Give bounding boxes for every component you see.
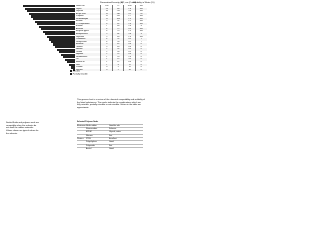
table-cell: 100 xyxy=(105,5,109,7)
table-cell: 0.89 xyxy=(127,5,132,7)
row-label: Oil xyxy=(76,58,79,61)
table-cell: 20 xyxy=(117,55,120,58)
table-cell: 0 xyxy=(140,43,142,46)
table-cell: 20 xyxy=(128,68,131,71)
table-cell: 1 xyxy=(106,61,108,64)
seal-legend-name: Acetal xyxy=(86,147,92,150)
table-cell: 1.4 xyxy=(128,35,132,38)
table-cell: 95 xyxy=(117,20,120,23)
seal-legend-title: Selected Polymer Seals xyxy=(77,121,99,123)
row-label: Ethanol xyxy=(76,20,83,23)
seal-legend-sym xyxy=(77,148,86,150)
table-cell: 0.3 xyxy=(128,27,132,30)
table-cell: 5.4 xyxy=(128,10,132,13)
table-cell: 0.5 xyxy=(128,50,132,53)
seal-legend-desc: Fair xyxy=(109,144,113,147)
seal-legend-name: Polyamide xyxy=(86,144,95,147)
row-label: Toluene xyxy=(76,45,83,48)
seal-legend-row xyxy=(77,144,143,150)
column-header-viscosity: Viscosity (A) xyxy=(111,2,124,4)
table-cell: 5 xyxy=(117,66,119,69)
seal-legend-desc: Fair xyxy=(109,134,113,137)
table-cell: 100 xyxy=(139,10,143,13)
table-cell: 2 xyxy=(106,53,108,56)
table-cell: 0 xyxy=(140,58,142,61)
table-cell: 1 xyxy=(140,38,142,41)
table-cell: 3 xyxy=(106,45,108,48)
table-cell: 55 xyxy=(117,38,120,41)
table-cell: 1 xyxy=(106,63,108,66)
row-label: Ethylene glycol xyxy=(76,30,89,33)
table-cell: 0.6 xyxy=(128,43,132,46)
filled-square-icon xyxy=(70,70,72,72)
row-label: Glycerol xyxy=(76,10,83,13)
table-cell: 2.0 xyxy=(128,22,132,25)
row-label: Butanol xyxy=(76,25,83,28)
table-cell: 80 xyxy=(117,25,120,28)
row-label: Formaldehyde xyxy=(76,17,89,20)
table-cell: 80 xyxy=(117,7,120,10)
table-cell: 8 xyxy=(140,25,142,28)
row-label: Silicone xyxy=(76,68,83,71)
table-cell: 5 xyxy=(106,33,108,36)
table-cell: 50 xyxy=(117,40,120,43)
seal-legend-sym: Elastomer xyxy=(77,124,86,127)
seal-legend-sym xyxy=(77,135,86,137)
row-label: Propanol xyxy=(76,15,84,18)
row-label: Benzylalcohol xyxy=(76,33,88,36)
table-cell: 108 xyxy=(116,17,120,20)
row-label: Nitrobenzene xyxy=(76,55,88,58)
row-label: Heptane xyxy=(76,53,84,56)
table-cell: 30 xyxy=(117,50,120,53)
table-cell: 1.7 xyxy=(128,15,132,18)
seal-legend-desc: Excellent xyxy=(109,138,117,141)
description-paragraph: This grease chart is a review of the chemical compatibility and solubility of the listed substances. The marks indicate the combinations which are fully miscible, partially miscible or not miscible. Values in the table are approximate. xyxy=(77,99,145,109)
table-cell: 0 xyxy=(140,55,142,58)
table-cell: 8.0 xyxy=(128,61,132,64)
seal-legend-name: Fluorocarbon xyxy=(86,128,98,131)
table-cell: 0 xyxy=(140,50,142,53)
table-cell: 170 xyxy=(116,10,120,13)
table-cell: 12 xyxy=(105,15,108,18)
page xyxy=(0,0,155,198)
table-cell: 7 xyxy=(106,25,108,28)
table-cell: 5 xyxy=(106,35,108,38)
row-label: Acrylic acid xyxy=(76,12,86,15)
row-label: Chloroform xyxy=(76,38,86,41)
table-cell: 5.8 xyxy=(128,33,132,36)
table-cell: 4 xyxy=(106,40,108,43)
table-cell: 100 xyxy=(139,7,143,10)
table-cell: 140 xyxy=(116,12,120,15)
table-cell: 9.2 xyxy=(128,12,132,15)
seal-legend-desc: Solvents xyxy=(109,128,117,131)
row-label: Wax xyxy=(76,63,80,66)
seal-legend-row xyxy=(77,140,143,143)
table-cell: 18 xyxy=(105,10,108,13)
table-cell: 70 xyxy=(117,30,120,33)
table-cell: 0 xyxy=(140,61,142,64)
table-cell: 2 xyxy=(106,48,108,51)
table-cell: 0 xyxy=(140,53,142,56)
table-cell: 1 xyxy=(106,55,108,58)
table-cell: 7 xyxy=(140,40,142,43)
table-cell: 40 xyxy=(117,45,120,48)
table-cell: 2.0 xyxy=(128,55,132,58)
legend-item-partial xyxy=(70,70,88,76)
row-label: Paraffin xyxy=(76,66,83,69)
table-cell: 100 xyxy=(139,15,143,18)
seal-legend-desc: Good for oils xyxy=(109,124,120,127)
table-cell: 2.4 xyxy=(128,25,132,28)
row-label: Glycerine xyxy=(76,35,84,38)
table-cell: 72 xyxy=(117,5,120,7)
table-cell: 12 xyxy=(128,63,131,66)
seal-legend-name: PTFE xyxy=(86,138,91,141)
table-cell: 6 xyxy=(106,30,108,33)
table-cell: 2 xyxy=(117,68,119,71)
seal-legend-desc: Glycols, water xyxy=(109,131,121,134)
table-cell: 0.6 xyxy=(128,45,132,48)
seal-legend-desc: Good xyxy=(109,147,114,150)
seal-legend-name: Polyethylene xyxy=(86,141,97,144)
seal-legend-sym xyxy=(77,141,86,143)
table-cell: 100 xyxy=(139,17,143,20)
table-cell: 3.5 xyxy=(128,58,132,61)
table-cell: 4 xyxy=(106,38,108,41)
table-cell: 64 xyxy=(117,33,120,36)
row-label: 1,2 Propanediol xyxy=(76,22,90,25)
table-cell: 15 xyxy=(117,58,120,61)
row-label: Benzene xyxy=(76,43,84,46)
seal-legend-sym xyxy=(77,131,86,133)
column-header-permeation: Permeation xyxy=(100,2,112,4)
table-cell: 0 xyxy=(140,48,142,51)
table-cell: 11 xyxy=(105,17,108,20)
table-cell: 0 xyxy=(140,66,142,69)
row-label: Octane xyxy=(76,50,83,53)
table-cell: 9 xyxy=(106,20,108,23)
table-cell: 60 xyxy=(117,35,120,38)
table-cell: 0.4 xyxy=(128,53,132,56)
row-label: Hexane xyxy=(76,48,83,51)
row-label: Acetone xyxy=(76,27,83,30)
table-cell: 8 xyxy=(106,22,108,25)
table-cell: 8 xyxy=(117,63,119,66)
table-cell: 25 xyxy=(117,53,120,56)
seal-legend-row xyxy=(77,134,143,141)
seal-legend-table xyxy=(77,121,143,150)
row-label: Glycol xyxy=(76,7,82,10)
table-cell: 120 xyxy=(116,15,120,18)
seal-legend-name: Nitrile rubber xyxy=(86,124,97,127)
table-cell: 4 xyxy=(140,33,142,36)
legend-label: Miscible xyxy=(72,70,80,73)
table-cell: 0 xyxy=(140,63,142,66)
table-cell: 45 xyxy=(117,43,120,46)
seal-legend-row xyxy=(77,124,143,127)
seal-legend-rows xyxy=(77,124,143,150)
table-cell: 100 xyxy=(139,27,143,30)
table-cell: 23 xyxy=(105,7,108,10)
table-cell: 2 xyxy=(106,50,108,53)
row-label: Water Ref xyxy=(76,5,85,7)
table-cell: 6 xyxy=(106,27,108,30)
seal-legend-row xyxy=(77,134,143,137)
seal-legend-name: EPDM xyxy=(86,131,92,134)
table-cell: 75 xyxy=(117,27,120,30)
column-header-solubility: Solubility in Water (%) xyxy=(133,2,155,4)
seal-legend-row xyxy=(77,144,143,147)
table-cell: 3 xyxy=(106,43,108,46)
seal-legend-row xyxy=(77,130,143,133)
table-cell: 35 xyxy=(117,48,120,51)
table-cell: 15 xyxy=(105,12,108,15)
table-cell: 0 xyxy=(106,68,108,71)
table-cell: 12 xyxy=(117,61,120,64)
table-cell: 1 xyxy=(106,58,108,61)
table-cell: 85 xyxy=(117,22,120,25)
table-cell: 100 xyxy=(139,22,143,25)
seal-legend-name: Silicone xyxy=(86,134,93,137)
seal-legend-desc: Good xyxy=(109,141,114,144)
table-cell: 100 xyxy=(139,20,143,23)
table-cell: 1.3 xyxy=(128,17,132,20)
table-cell: 0 xyxy=(106,66,108,69)
table-cell: 1.8 xyxy=(128,7,132,10)
seal-legend-sym xyxy=(77,145,86,147)
matrix-legend xyxy=(70,70,88,76)
table-cell: 100 xyxy=(139,30,143,33)
table-cell: 1.9 xyxy=(128,30,132,33)
table-cell: 0.2 xyxy=(128,40,132,43)
table-cell: 15 xyxy=(128,66,131,69)
table-cell: 100 xyxy=(139,35,143,38)
note-paragraph: Sealed fluids and polymer seals are compatible when the solvents do not swell the rubber materials. xyxy=(6,122,39,130)
table-cell: 0.5 xyxy=(128,38,132,41)
seal-legend-sym xyxy=(77,128,86,130)
table-cell: 0 xyxy=(140,45,142,48)
table-cell: 100 xyxy=(139,5,143,7)
table-cell: 1.1 xyxy=(128,20,132,23)
table-cell: 0.3 xyxy=(128,48,132,51)
table-cell: 50 xyxy=(140,12,143,15)
legend-label: Partially miscible xyxy=(72,73,88,76)
empty-square-icon xyxy=(70,73,72,75)
table-cell: 0 xyxy=(140,68,142,71)
seal-legend-sym: Plastics xyxy=(77,138,84,141)
column-header-cutoff: Yf, cm (Cutoff) xyxy=(122,2,137,4)
row-label: Mineral oil xyxy=(76,61,85,64)
note-paragraph: Values shown are typical values for the solvents. xyxy=(6,130,39,135)
row-label: Diethyl ether xyxy=(76,40,87,43)
